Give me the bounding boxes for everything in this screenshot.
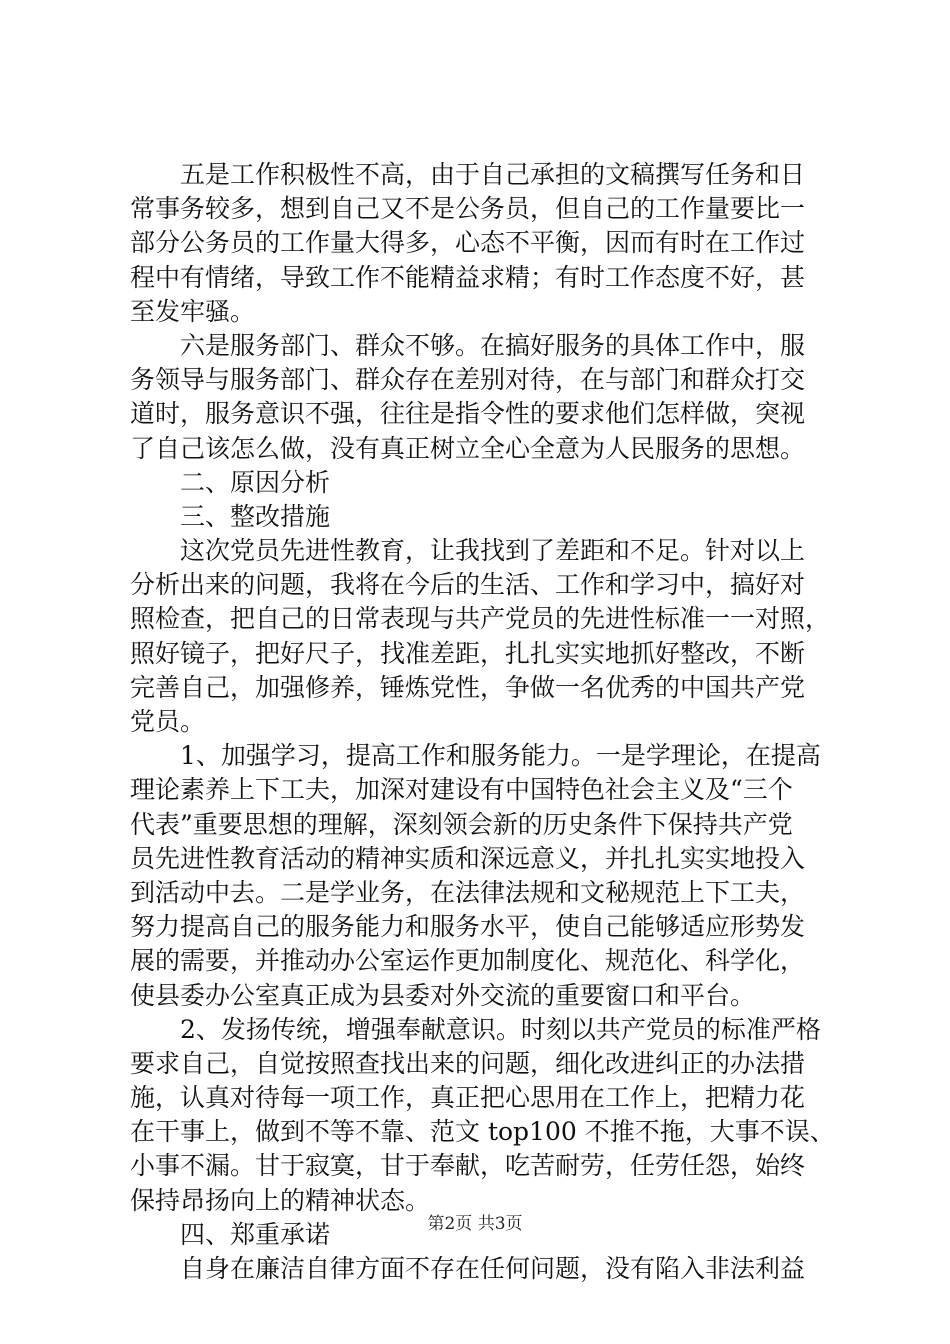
paragraph-first-line: 1、加强学习，提高工作和服务能力。一是学理论，在提高 bbox=[180, 741, 821, 771]
paragraph-first-line: 三、整改措施 bbox=[180, 501, 331, 531]
paragraph-line: 代表”重要思想的理解，深刻领会新的历史条件下保持共产党 bbox=[130, 809, 793, 839]
paragraph-first-line: 自身在廉洁自律方面不存在任何问题，没有陷入非法利益 bbox=[180, 1254, 806, 1283]
paragraph-line: 在干事上，做到不等不靠、范文 top100 不推不拖，大事不误、 bbox=[130, 1117, 835, 1147]
paragraph-line: 道时，服务意识不强，往往是指令性的要求他们怎样做，突视 bbox=[130, 399, 806, 429]
paragraph-first-line: 四、郑重承诺 bbox=[180, 1219, 331, 1249]
paragraph-first-line: 五是工作积极性不高，由于自己承担的文稿撰写任务和日 bbox=[180, 160, 806, 189]
paragraph-line: 员先进性教育活动的精神实质和深远意义，并扎扎实实地投入 bbox=[130, 843, 806, 873]
document-body bbox=[130, 158, 836, 1286]
paragraph-first-line: 2、发扬传统，增强奉献意识。时刻以共产党员的标准严格 bbox=[180, 1014, 821, 1044]
paragraph-line: 努力提高自己的服务能力和服务水平，使自己能够适应形势发 bbox=[130, 912, 806, 942]
paragraph-line: 党员。 bbox=[130, 707, 206, 736]
paragraph-line: 照好镜子，把好尺子，找准差距，扎扎实实地抓好整改，不断 bbox=[130, 638, 806, 668]
paragraph-line: 常事务较多，想到自己又不是公务员，但自己的工作量要比一 bbox=[130, 194, 806, 224]
paragraph-line: 分析出来的问题，我将在今后的生活、工作和学习中，搞好对 bbox=[130, 570, 806, 600]
paragraph-line: 照检查，把自己的日常表现与共产党员的先进性标准一一对照， bbox=[130, 604, 831, 634]
paragraph-line: 展的需要，并推动办公室运作更加制度化、规范化、科学化， bbox=[130, 946, 806, 976]
page-footer: 第2页 共3页 bbox=[427, 1214, 523, 1234]
paragraph-line: 要求自己，自觉按照查找出来的问题，细化改进纠正的办法措 bbox=[130, 1048, 806, 1078]
paragraph-line: 施，认真对待每一项工作，真正把心思用在工作上，把精力花 bbox=[130, 1083, 806, 1113]
paragraph-line: 保持昂扬向上的精神状态。 bbox=[130, 1185, 431, 1215]
paragraph-line: 了自己该怎么做，没有真正树立全心全意为人民服务的思想。 bbox=[130, 433, 806, 463]
paragraph-line: 完善自己，加强修养，锤炼党性，争做一名优秀的中国共产党 bbox=[130, 672, 806, 702]
paragraph-first-line: 二、原因分析 bbox=[180, 467, 331, 497]
paragraph-first-line: 这次党员先进性教育，让我找到了差距和不足。针对以上 bbox=[180, 536, 806, 566]
paragraph-line: 部分公务员的工作量大得多，心态不平衡，因而有时在工作过 bbox=[130, 228, 806, 258]
paragraph-line: 使县委办公室真正成为县委对外交流的重要窗口和平台。 bbox=[130, 980, 756, 1010]
paragraph-first-line: 六是服务部门、群众不够。在搞好服务的具体工作中，服 bbox=[180, 330, 806, 360]
paragraph-line: 小事不漏。甘于寂寞，甘于奉献，吃苦耐劳，任劳任怨，始终 bbox=[130, 1151, 806, 1181]
paragraph-line: 理论素养上下工夫，加深对建设有中国特色社会主义及“三个 bbox=[130, 775, 793, 805]
paragraph-line: 程中有情绪，导致工作不能精益求精；有时工作态度不好，甚 bbox=[130, 262, 806, 292]
paragraph-line: 至发牢骚。 bbox=[130, 296, 256, 326]
paragraph-line: 务领导与服务部门、群众存在差别对待，在与部门和群众打交 bbox=[130, 365, 806, 395]
paragraph-line: 到活动中去。二是学业务，在法律法规和文秘规范上下工夫， bbox=[130, 877, 806, 907]
